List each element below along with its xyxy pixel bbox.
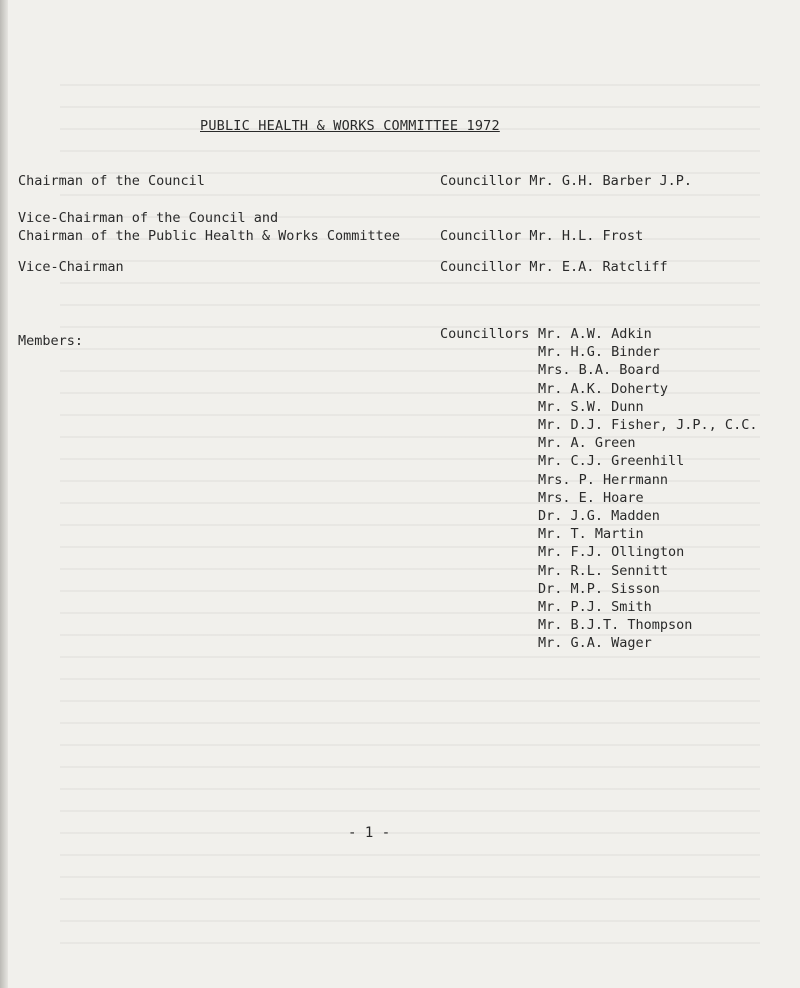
member-item: Mr. A. Green — [538, 435, 636, 452]
chairman-name: Councillor Mr. G.H. Barber J.P. — [440, 173, 692, 189]
member-item: Mrs. E. Hoare — [538, 489, 644, 506]
binding-edge — [0, 0, 8, 988]
member-item: Mr. A.K. Doherty — [538, 380, 669, 397]
vice-chairman-name: Councillor Mr. E.A. Ratcliff — [440, 259, 668, 275]
member-item: Mr. G.A. Wager — [538, 635, 652, 652]
member-item: Mr. B.J.T. Thompson — [538, 617, 693, 634]
chairman-role: Chairman of the Council — [18, 173, 205, 189]
vice-chairman-council-name: Councillor Mr. H.L. Frost — [440, 228, 644, 244]
member-item: Dr. J.G. Madden — [538, 508, 660, 525]
member-item: Mrs. B.A. Board — [538, 362, 660, 379]
member-item: Mr. H.G. Binder — [538, 344, 660, 361]
member-item: Dr. M.P. Sisson — [538, 580, 660, 597]
member-item: Mr. R.L. Sennitt — [538, 562, 669, 579]
member-item: Mr. A.W. Adkin — [538, 326, 652, 342]
page-title: PUBLIC HEALTH & WORKS COMMITTEE 1972 — [200, 118, 500, 134]
page-number: - 1 - — [348, 825, 391, 841]
members-label: Members: — [18, 333, 84, 349]
vice-chairman-role: Vice-Chairman — [18, 259, 124, 275]
members-prefix: Councillors — [440, 326, 530, 342]
member-item: Mr. F.J. Ollington — [538, 544, 685, 561]
vice-chairman-council-role-line2: Chairman of the Public Health & Works Committee — [18, 228, 401, 244]
member-item: Mr. P.J. Smith — [538, 599, 652, 616]
member-item: Mr. T. Martin — [538, 526, 644, 543]
member-item: Mr. S.W. Dunn — [538, 398, 644, 415]
member-item: Mrs. P. Herrmann — [538, 471, 669, 488]
members-list — [538, 325, 757, 653]
vice-chairman-council-role-line1: Vice-Chairman of the Council and — [18, 210, 279, 226]
member-item: Mr. D.J. Fisher, J.P., C.C. — [538, 417, 758, 434]
member-item: Mr. C.J. Greenhill — [538, 453, 685, 470]
